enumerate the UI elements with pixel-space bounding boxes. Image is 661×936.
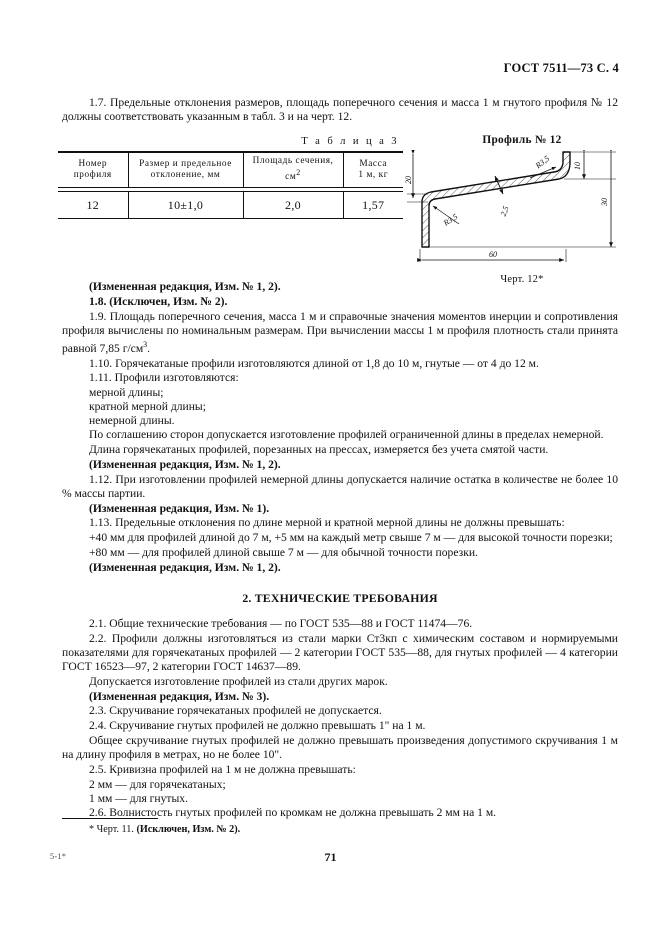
paragraph-1-13: 1.13. Предельные отклонения по длине мерной и кратной мерной длины не должны превышать: (89, 516, 565, 530)
dimension-20-label: 20 (404, 176, 413, 184)
standard-header: ГОСТ 7511—73 С. 4 (503, 61, 619, 75)
extension-lines (407, 152, 616, 247)
column-header-profile-number (58, 153, 128, 187)
table-3 (58, 153, 403, 187)
paragraph-revision-4: (Измененная редакция, Изм. № 1, 2). (89, 560, 281, 574)
paragraph-1-11: 1.11. Профили изготовляются: (89, 371, 239, 385)
profile-outline (422, 152, 570, 247)
cell-profile-number: 12 (86, 197, 100, 212)
footnote-bold: (Исключен, Изм. № 2). (136, 824, 241, 835)
paragraph-1-8: 1.8. (Исключен, Изм. № 2). (89, 294, 228, 308)
cell-size-tolerance: 10±1,0 (128, 192, 243, 218)
table-header-row (58, 153, 403, 187)
intro-text-block (62, 96, 618, 125)
profile-12-drawing (404, 150, 640, 272)
dimension-30-label: 30 (600, 198, 609, 206)
header-line-2: профиля (73, 170, 112, 180)
figure-profile-12-block (404, 134, 640, 285)
footnote-marker: * Черт. 11. (89, 824, 137, 835)
paragraph-2-4-cont: Общее скручивание гнутых профилей не должно превышать произведения допустимого скручивания 1 м на длину профиля в метрах, но не более 10". (62, 733, 618, 762)
profile-cross-section (422, 152, 570, 247)
paragraph-2-1: 2.1. Общие технические требования — по ГОСТ 535—88 и ГОСТ 11474—76. (89, 616, 473, 630)
paragraph-2-2: 2.2. Профили должны изготовляться из стали марки Ст3кп с химическим составом и нормируемыми показателями для горячекатаных профилей — 2 категории ГОСТ 535—88, для гнутых профилей — 4 категории ГОСТ 16523—97, 2 категории ГОСТ 14637—89. (62, 631, 618, 674)
table-caption: Т а б л и ц а 3 (301, 136, 399, 147)
paragraph-1-13-a: +40 мм для профилей длиной до 7 м, +5 мм на каждый метр свыше 7 м — для высокой точности порезки; (89, 531, 613, 545)
list-item-nemerny: немерной длины. (89, 414, 175, 428)
paragraph-other-steel: Допускается изготовление профилей из стали других марок. (89, 674, 388, 688)
paragraph-1-10: 1.10. Горячекатаные профили изготовляются длиной от 1,8 до 10 м, гнутые — от 4 до 12 м. (89, 356, 539, 370)
header-line-1: Площадь сечения, (252, 155, 334, 166)
paragraph-1-9-tail: . (147, 341, 151, 355)
table-row (58, 192, 403, 218)
paragraph-1-9-superscript: 3 (143, 340, 148, 349)
header-superscript: 2 (296, 168, 301, 178)
header-line-1: Номер (78, 158, 108, 169)
signature-mark: 5-1* (50, 852, 67, 861)
paragraph-revision-5: (Измененная редакция, Изм. № 3). (89, 689, 270, 703)
list-item-hot-rolled: 2 мм — для горячекатаных; (89, 777, 226, 791)
dimension-60 (420, 249, 566, 262)
radius-bottom-left (433, 206, 459, 228)
paragraph-revision-3: (Измененная редакция, Изм. № 1). (89, 501, 270, 515)
header-line-2: отклонение, мм (150, 170, 221, 180)
dimension-60-label: 60 (489, 250, 497, 259)
paragraph-2-5: 2.5. Кривизна профилей на 1 м не должна превышать: (89, 762, 356, 776)
dimension-thickness-label: 2,5 (498, 204, 511, 218)
paragraph-2-4: 2.4. Скручивание гнутых профилей не должно превышать 1" на 1 м. (89, 719, 426, 733)
header-line-2: см (285, 172, 297, 183)
figure-title: Профиль № 12 (482, 134, 562, 146)
dimension-10 (573, 152, 584, 179)
table-3-body (58, 192, 403, 218)
dimension-20 (404, 154, 413, 198)
section-2-title: 2. ТЕХНИЧЕСКИЕ ТРЕБОВАНИЯ (242, 590, 438, 605)
column-header-area (243, 153, 343, 187)
figure-caption: Черт. 12* (500, 274, 544, 285)
paragraph-length-press: Длина горячекатаных профилей, порезанных на прессах, измеряется без учета смятой части. (89, 443, 549, 457)
paragraph-agreement: По соглашению сторон допускается изготовление профилей ограниченной длины в пределах немерной. (89, 428, 604, 442)
header-line-1: Масса (359, 158, 388, 169)
paragraph-2-3: 2.3. Скручивание горячекатаных профилей не допускается. (89, 704, 382, 718)
footnote-block (62, 818, 618, 836)
radius-bottom-label: R3,5 (441, 212, 460, 228)
footnote-separator (62, 818, 158, 819)
paragraph-revision-1: (Измененная редакция, Изм. № 1, 2). (89, 280, 281, 293)
table-3-block (58, 136, 403, 219)
list-item-kratny: кратной мерной длины; (89, 399, 206, 413)
paragraph-1-12: 1.12. При изготовлении профилей немерной длины допускается наличие остатка в количестве не более 10 % массы партии. (62, 472, 618, 500)
header-line-1: Размер и предельное (139, 158, 232, 169)
list-item-merny: мерной длины; (89, 385, 164, 399)
dimension-30 (600, 152, 611, 247)
paragraph-revision-2: (Измененная редакция, Изм. № 1, 2). (89, 457, 281, 471)
paragraph-2-6: 2.6. Волнистость гнутых профилей по кромкам не должна превышать 2 мм на 1 м. (89, 806, 497, 820)
header-line-2: 1 м, кг (358, 170, 389, 180)
footnote-text (62, 824, 618, 836)
list-item-bent: 1 мм — для гнутых. (89, 791, 188, 805)
dimension-10-label: 10 (573, 162, 582, 170)
radius-top-label: R3,5 (533, 153, 552, 171)
paragraph-1-7: 1.7. Предельные отклонения размеров, площадь поперечного сечения и масса 1 м гнутого профиля № 12 должны соответствовать указанным в табл. 3 и на черт. 12. (62, 96, 618, 124)
cell-mass: 1,57 (343, 192, 403, 218)
main-text-block (62, 280, 618, 821)
column-header-mass (343, 153, 403, 187)
page-number: 71 (324, 850, 337, 864)
column-header-size-tolerance (128, 153, 243, 187)
paragraph-1-13-b: +80 мм — для профилей длиной свыше 7 м — для обычной точности порезки. (89, 545, 478, 559)
cell-area: 2,0 (243, 192, 343, 218)
paragraph-1-9 (62, 310, 618, 357)
paragraph-1-9-text: 1.9. Площадь поперечного сечения, масса 1 м и справочные значения моментов инерции и сопротивления профиля вычислены по номинальным размерам. При вычислении массы 1 м профиля плотность стали принята равной 7,85 г/см (62, 309, 618, 355)
table-bottom-rule (58, 218, 403, 219)
